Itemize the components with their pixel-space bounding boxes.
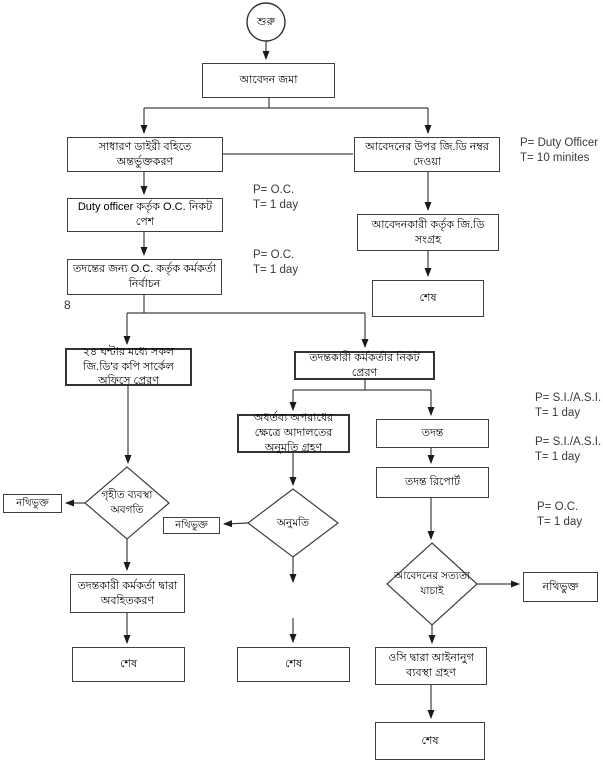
- node-court-permission: অধর্তব্য অপরাধের ক্ষেত্রে আদালতের অনুমতি গ্রহণ: [237, 414, 350, 453]
- node-applicant-collects-gd: আবেদনকারী কর্তৃক জি.ডি সংগ্রহ: [357, 214, 499, 251]
- annotation-line: P= O.C.: [253, 249, 295, 261]
- node-recorded-right: নথিভুক্ত: [523, 572, 598, 602]
- annotation-line: T= 1 day: [537, 516, 583, 529]
- annotation-si-1: [535, 391, 601, 421]
- node-application-submit: আবেদন জমা: [202, 63, 335, 98]
- node-notify-by-investigating-officer: তদন্তকারী কর্মকর্তা দ্বারা অবহিতকরণ: [70, 574, 185, 613]
- node-investigation: তদন্ত: [376, 419, 489, 448]
- annotation-oc-2: [253, 248, 298, 278]
- node-general-diary-entry: সাধারণ ডাইরী বহিতে অন্তর্ভুক্তকরণ: [67, 137, 223, 172]
- start-terminator-label: শুরু: [257, 15, 275, 28]
- node-end-bottom-right: শেষ: [375, 722, 485, 760]
- annotation-si-2: [535, 435, 601, 465]
- decision-action-taken-label: গৃহীত ব্যবস্থা অবগতি: [101, 489, 153, 516]
- node-send-to-investigating-officer: তদন্তকারী কর্মকর্তার নিকট প্রেরণ: [294, 351, 435, 380]
- annotation-line: T= 1 day: [253, 199, 299, 212]
- annotation-line: T= 1 day: [535, 407, 581, 420]
- annotation-line: P= S.I./A.S.I.: [535, 436, 602, 448]
- node-copy-to-circle-office: ২৪ ঘন্টার মধ্যে সকল জি.ডি'র কপি সার্কেল অফিসে প্রেরণ: [65, 348, 192, 386]
- node-duty-officer-presents-oc: Duty officer কর্তৃক O.C. নিকট পেশ: [67, 198, 223, 232]
- edge-sendio-split: [293, 380, 431, 390]
- node-recorded-left: নথিভুক্ত: [3, 494, 62, 513]
- node-investigation-report: তদন্ত রিপোর্ট: [376, 467, 489, 498]
- annotation-duty-officer-time: [520, 136, 598, 166]
- node-oc-selects-officer: তদন্তের জন্য O.C. কর্তৃক কর্মকর্তা নির্বাচন: [67, 259, 222, 295]
- annotation-oc-3: [537, 500, 582, 530]
- annotation-line: T= 1 day: [253, 264, 299, 277]
- annotation-line: P= Duty Officer: [520, 137, 599, 149]
- node-end-middle: শেষ: [237, 647, 350, 682]
- node-end-left: শেষ: [72, 647, 185, 682]
- edge-submit-split: [144, 98, 428, 108]
- annotation-line: P= O.C.: [537, 501, 579, 513]
- annotation-oc-1: [253, 183, 298, 213]
- decision-verify-label: আবেদনের সত্যতা যাচাই: [394, 570, 470, 597]
- annotation-line: P= O.C.: [253, 184, 295, 196]
- page-number-label: 8: [64, 298, 71, 312]
- edge-select-split: [127, 295, 365, 313]
- annotation-line: T= 1 day: [535, 451, 581, 464]
- annotation-line: T= 10 minites: [520, 152, 590, 165]
- node-recorded-middle: নথিভুক্ত: [163, 517, 220, 534]
- decision-permission-label: অনুমতি: [276, 516, 310, 529]
- node-end-top-right: শেষ: [372, 280, 484, 317]
- node-oc-legal-action: ওসি দ্বারা আইনানুগ ব্যবস্থা গ্রহণ: [375, 647, 487, 685]
- node-gd-number-given: আবেদনের উপর জি.ডি নম্বর দেওয়া: [354, 137, 500, 172]
- annotation-line: P= S.I./A.S.I.: [535, 392, 602, 404]
